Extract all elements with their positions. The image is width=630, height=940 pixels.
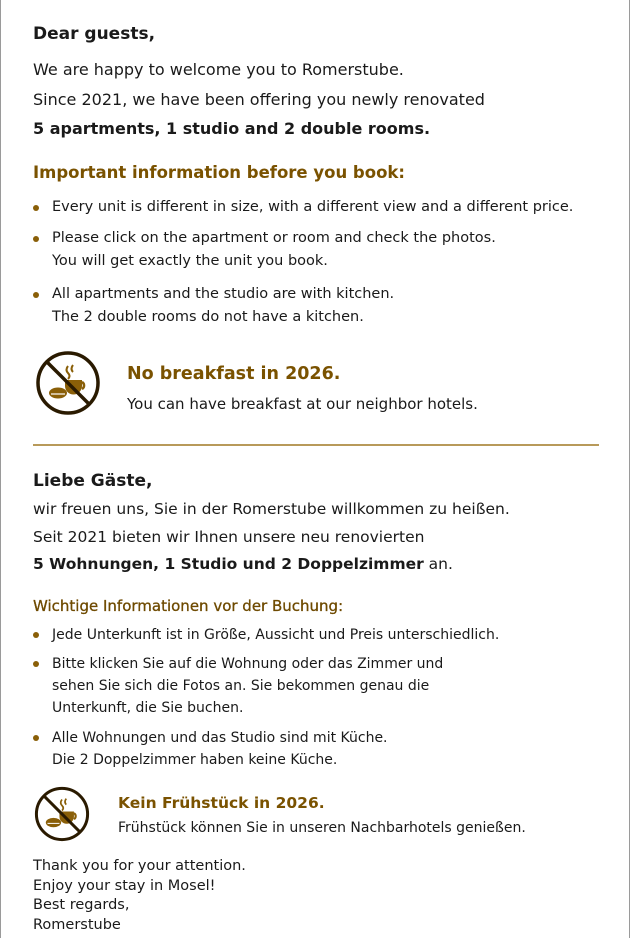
- bullet-en-1: [33, 196, 573, 219]
- bullet-text: Jede Unterkunft ist in Größe, Aussicht und Preis unterschiedlich.: [52, 627, 500, 643]
- bullet-dot: [33, 735, 39, 741]
- bullet-text: The 2 double rooms do not have a kitchen.: [52, 309, 364, 325]
- intro-en-2: Since 2021, we have been offering you newly renovated: [33, 90, 485, 109]
- bullet-de-2: [33, 653, 443, 719]
- greeting-en: Dear guests,: [33, 24, 156, 44]
- no-breakfast-sub-en: You can have breakfast at our neighbor hotels.: [127, 395, 478, 413]
- intro-en-1: We are happy to welcome you to Romerstube.: [33, 60, 404, 79]
- bullet-dot: [33, 236, 39, 242]
- info-heading-en: Important information before you book:: [33, 163, 405, 182]
- bullet-dot: [33, 661, 39, 667]
- bullet-en-2: [33, 227, 496, 273]
- bullet-text: Bitte klicken Sie auf die Wohnung oder das Zimmer und: [52, 656, 444, 672]
- intro-en-3: 5 apartments, 1 studio and 2 double rooms.: [33, 119, 431, 138]
- bullet-de-1: [33, 624, 499, 646]
- no-breakfast-title-en: No breakfast in 2026.: [127, 364, 341, 384]
- no-breakfast-sub-de: Frühstück können Sie in unseren Nachbarhotels genießen.: [118, 820, 526, 836]
- bullet-text: Every unit is different in size, with a different view and a different price.: [52, 199, 574, 215]
- intro-de-1: wir freuen uns, Sie in der Romerstube willkommen zu heißen.: [33, 500, 510, 518]
- bullet-text: sehen Sie sich die Fotos an. Sie bekommen genau die: [52, 678, 430, 694]
- closing-line-1: Thank you for your attention.: [33, 858, 246, 874]
- no-breakfast-icon: [34, 349, 102, 417]
- greeting-de: Liebe Gäste,: [33, 471, 153, 491]
- bullet-text: Unterkunft, die Sie buchen.: [52, 700, 244, 716]
- bullet-de-3: [33, 727, 388, 771]
- intro-de-3-bold: 5 Wohnungen, 1 Studio und 2 Doppelzimmer: [33, 555, 424, 573]
- bullet-dot: [33, 292, 39, 298]
- intro-de-3: [33, 555, 453, 573]
- section-divider: [33, 444, 599, 446]
- no-breakfast-title-de: Kein Frühstück in 2026.: [118, 794, 325, 812]
- closing-line-3: Best regards,: [33, 897, 130, 913]
- closing-line-2: Enjoy your stay in Mosel!: [33, 877, 216, 894]
- closing: [33, 857, 246, 935]
- no-breakfast-icon: [33, 785, 91, 843]
- bullet-dot: [33, 205, 39, 211]
- bullet-text: Please click on the apartment or room and check the photos.: [52, 230, 496, 246]
- bullet-text: You will get exactly the unit you book.: [52, 253, 328, 269]
- intro-de-2: Seit 2021 bieten wir Ihnen unsere neu renovierten: [33, 528, 425, 546]
- bullet-text: Alle Wohnungen und das Studio sind mit Küche.: [52, 730, 388, 746]
- bullet-text: Die 2 Doppelzimmer haben keine Küche.: [52, 752, 338, 768]
- intro-de-3-rest: an.: [423, 555, 453, 573]
- closing-signature: Romerstube: [33, 916, 121, 933]
- bullet-dot: [33, 632, 39, 638]
- info-heading-de: Wichtige Informationen vor der Buchung:: [33, 597, 344, 615]
- bullet-en-3: [33, 283, 394, 329]
- bullet-text: All apartments and the studio are with kitchen.: [52, 286, 395, 302]
